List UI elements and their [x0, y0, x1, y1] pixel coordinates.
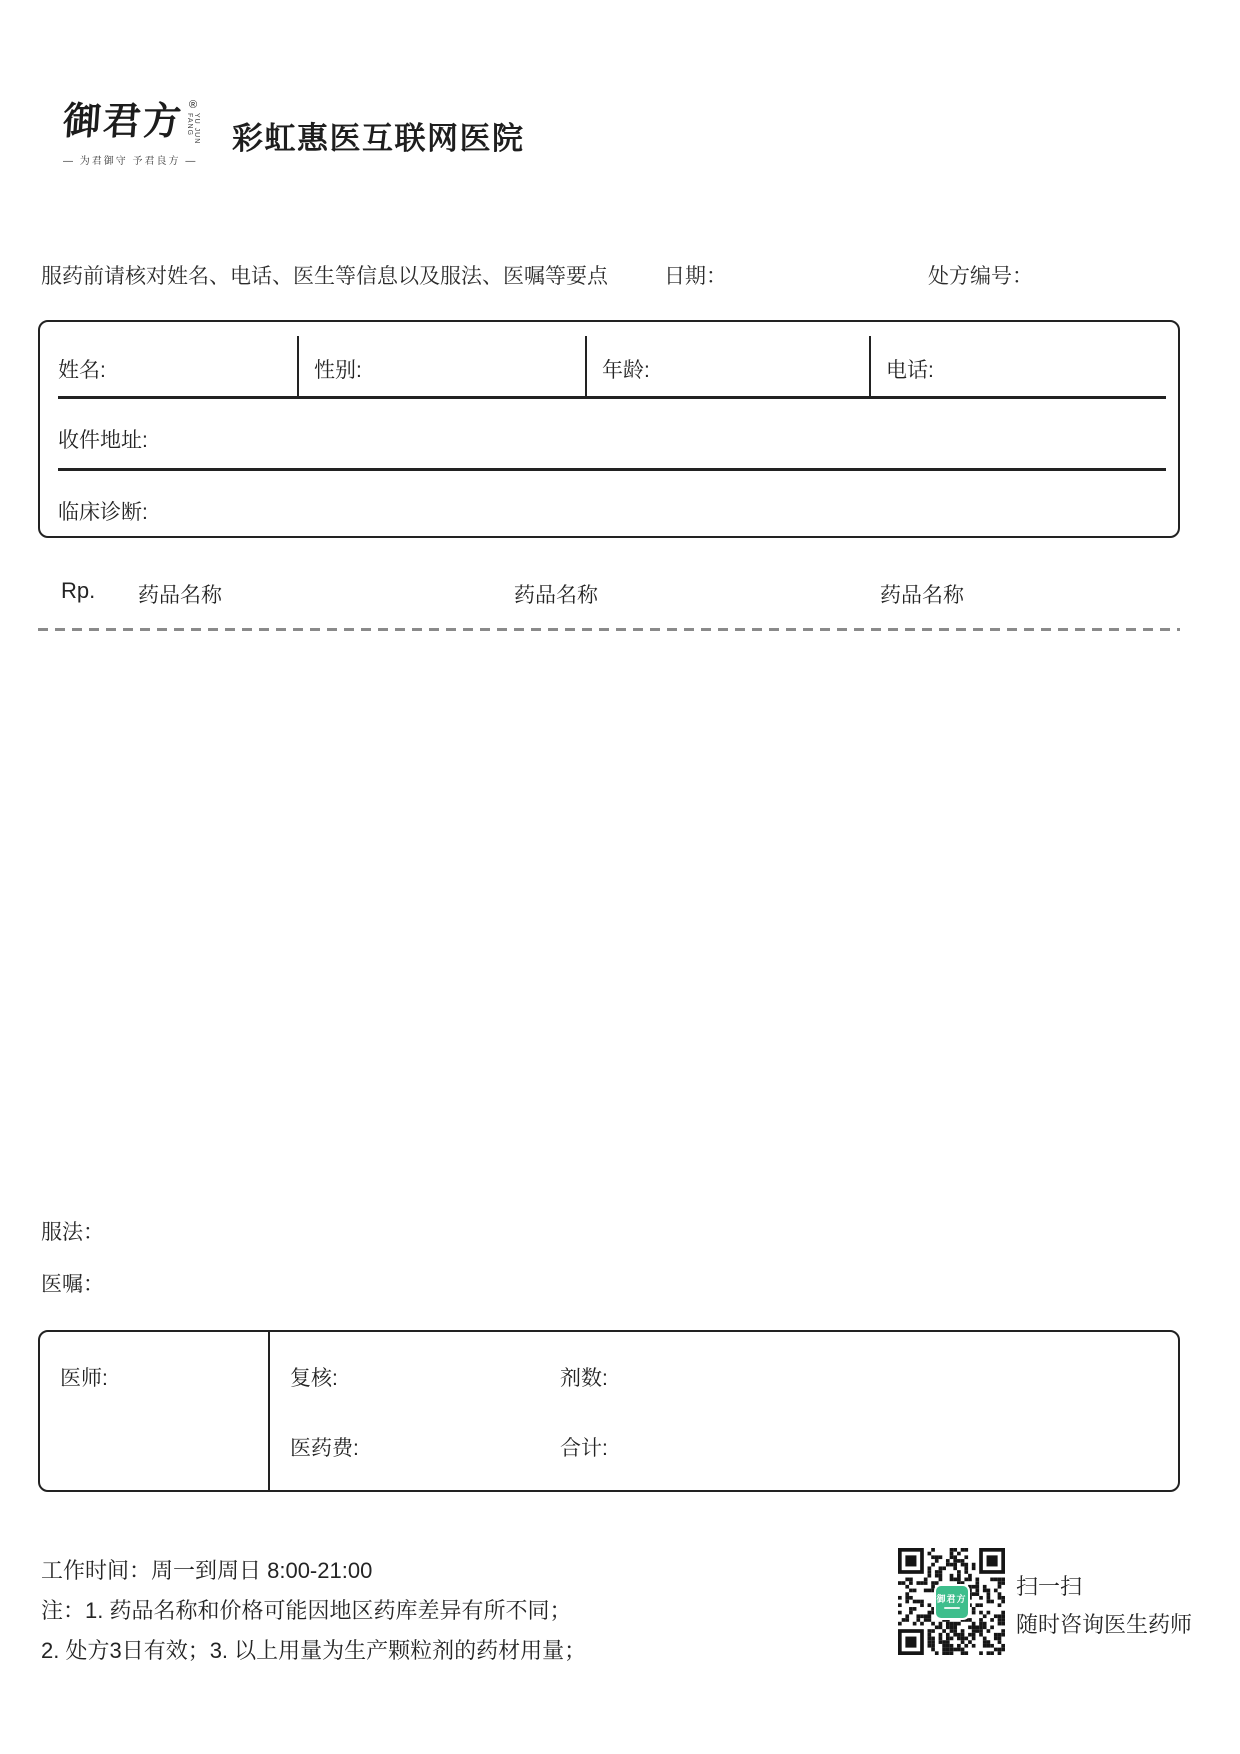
review-label: 复核: — [290, 1367, 338, 1390]
scan-me-label: 扫一扫 — [1016, 1574, 1083, 1599]
rp-label: Rp. — [61, 578, 96, 603]
column-divider — [268, 1332, 270, 1490]
brand-name: 御君方 — [61, 98, 185, 143]
date-field-label: 日期： — [664, 265, 727, 288]
column-divider — [585, 336, 587, 398]
hospital-title: 彩虹惠医互联网医院 — [232, 121, 525, 156]
registered-trademark-icon: ® — [188, 99, 198, 111]
medicine-fee-label: 医药费: — [290, 1437, 359, 1460]
verification-notice: 服药前请核对姓名、电话、医生等信息以及服法、医嘱等要点 — [41, 265, 608, 288]
patient-gender-label: 性别: — [314, 359, 362, 382]
rp-header-row — [0, 578, 1240, 608]
usage-method-label: 服法： — [41, 1221, 104, 1244]
physician-label: 医师: — [60, 1367, 108, 1390]
qr-badge-label: 御君方 — [936, 1593, 967, 1604]
drug-name-column-header: 药品名称 — [880, 584, 964, 607]
work-hours-text: 工作时间：周一到周日 8:00-21:00 — [41, 1558, 373, 1583]
shipping-address-label: 收件地址: — [58, 429, 148, 452]
drug-name-column-header: 药品名称 — [514, 584, 598, 607]
notice-row — [0, 260, 1240, 286]
row-divider — [58, 396, 1166, 399]
qr-center-brand-badge — [934, 1584, 970, 1620]
qr-code — [898, 1548, 1005, 1655]
doctor-advice-label: 医嘱： — [41, 1273, 104, 1296]
prescription-number-label: 处方编号： — [928, 265, 1033, 288]
qr-badge-underline — [944, 1607, 960, 1609]
signature-fee-box — [38, 1330, 1180, 1492]
total-label: 合计: — [560, 1437, 608, 1460]
brand-tagline: — 为君御守 予君良方 — — [63, 156, 198, 167]
column-divider — [297, 336, 299, 398]
dashed-separator — [38, 628, 1180, 631]
patient-phone-label: 电话: — [886, 359, 934, 382]
patient-age-label: 年龄: — [602, 359, 650, 382]
clinical-diagnosis-label: 临床诊断: — [58, 501, 148, 524]
footer-note-line2: 2. 处方3日有效；3. 以上用量为生产颗粒剂的药材用量； — [41, 1638, 587, 1663]
brand-logo — [63, 100, 200, 153]
row-divider — [58, 468, 1166, 471]
scan-description: 随时咨询医生药师 — [1016, 1612, 1193, 1637]
patient-info-box — [38, 320, 1180, 538]
column-divider — [869, 336, 871, 398]
footer-note-line1: 注：1. 药品名称和价格可能因地区药库差异有所不同； — [41, 1598, 572, 1623]
dose-count-label: 剂数: — [560, 1367, 608, 1390]
brand-logo-side — [186, 100, 200, 153]
brand-name-pinyin: YU JUN FANG — [186, 113, 201, 145]
drug-name-column-header: 药品名称 — [138, 584, 222, 607]
patient-name-label: 姓名: — [58, 359, 106, 382]
